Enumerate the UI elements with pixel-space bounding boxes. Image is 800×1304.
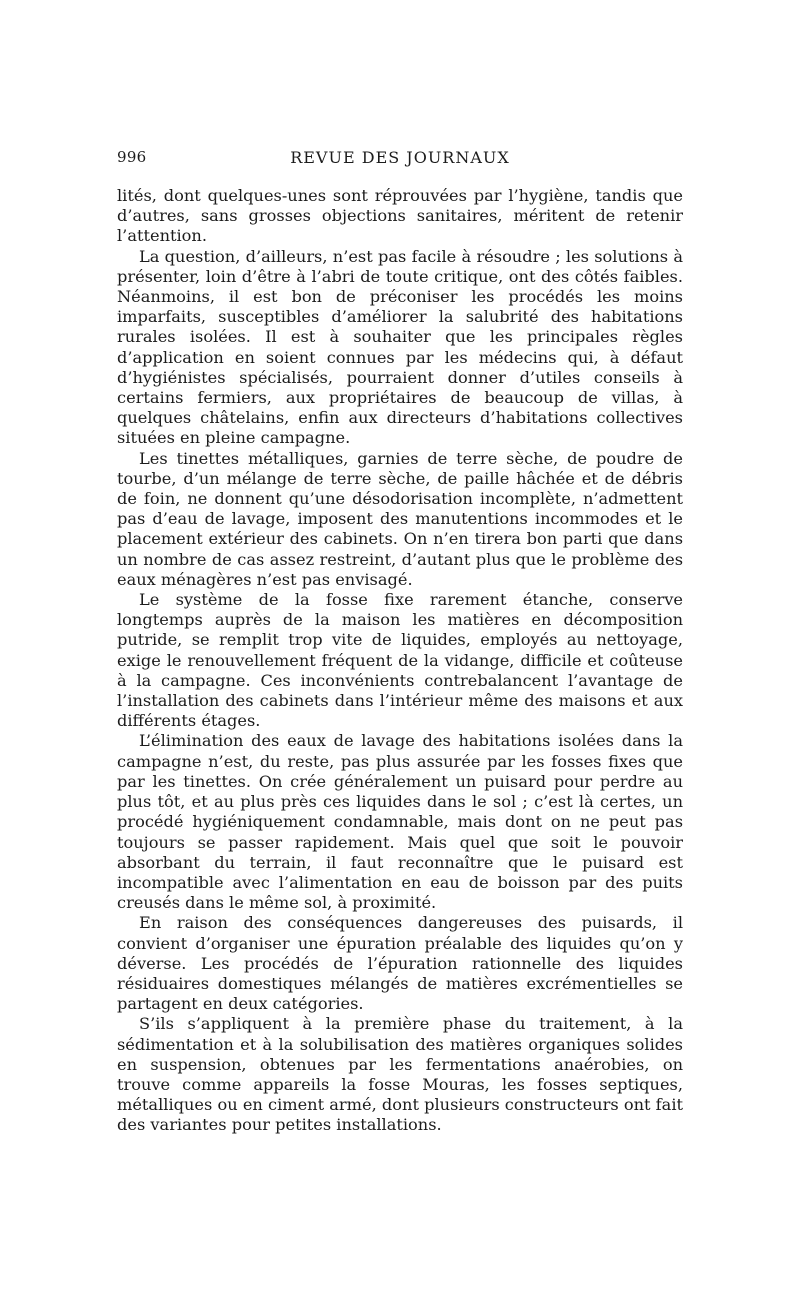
paragraph: S’ils s’appliquent à la première phase du traitement, à la sédimentation et à la solubilisation des matières organiques solides en suspension, obtenues par les fermentations anaérobies, on trouve comme appareils la fosse Mouras, les fosses septiques, métalliques ou en ciment armé, dont plusieurs constructeurs ont fait des variantes pour petites installations. [117,1014,683,1135]
page-number: 996 [117,148,147,166]
paragraph: En raison des conséquences dangereuses des puisards, il convient d’organiser une épuration préalable des liquides qu’on y déverse. Les procédés de l’épuration rationnelle des liquides résiduaires domestiques mélangés de matières excrémentielles se partagent en deux catégories. [117,913,683,1014]
paragraph: Le système de la fosse fixe rarement étanche, conserve longtemps auprès de la maison les matières en décomposition putride, se remplit trop vite de liquides, employés au nettoyage, exige le renouvellement fréquent de la vidange, difficile et coûteuse à la campagne. Ces inconvénients contrebalancent l’avantage de l’installation des cabinets dans l’intérieur même des maisons et aux différents étages. [117,590,683,731]
paragraph-continuation: lités, dont quelques-unes sont réprouvées par l’hygiène, tandis que d’autres, sans grosses objections sanitaires, méritent de retenir l’attention. [117,186,683,246]
running-title: REVUE DES JOURNAUX [290,148,510,167]
body-text [117,186,683,1136]
paragraph: Les tinettes métalliques, garnies de terre sèche, de poudre de tourbe, d’un mélange de terre sèche, de paille hâchée et de débris de foin, ne donnent qu’une désodorisation incomplète, n’admettent pas d’eau de lavage, imposent des manutentions incommodes et le placement extérieur des cabinets. On n’en tirera bon parti que dans un nombre de cas assez restreint, d’autant plus que le problème des eaux ménagères n’est pas envisagé. [117,448,683,589]
paragraph: La question, d’ailleurs, n’est pas facile à résoudre ; les solutions à présenter, loin d’être à l’abri de toute critique, ont des côtés faibles. Néanmoins, il est bon de préconiser les procédés les moins imparfaits, susceptibles d’améliorer la salubrité des habitations rurales isolées. Il est à souhaiter que les principales règles d’application en soient connues par les médecins qui, à défaut d’hygiénistes spécialisés, pourraient donner d’utiles conseils à certains fermiers, aux propriétaires de beaucoup de villas, à quelques châtelains, enfin aux directeurs d’habitations collectives situées en pleine campagne. [117,246,683,448]
page-header [117,148,683,172]
paragraph: L’élimination des eaux de lavage des habitations isolées dans la campagne n’est, du reste, pas plus assurée par les fosses fixes que par les tinettes. On crée généralement un puisard pour perdre au plus tôt, et au plus près ces liquides dans le sol ; c’est là certes, un procédé hygiéniquement condamnable, mais dont on ne peut pas toujours se passer rapidement. Mais quel que soit le pouvoir absorbant du terrain, il faut reconnaître que le puisard est incompatible avec l’alimentation en eau de boisson par des puits creusés dans le même sol, à proximité. [117,731,683,913]
